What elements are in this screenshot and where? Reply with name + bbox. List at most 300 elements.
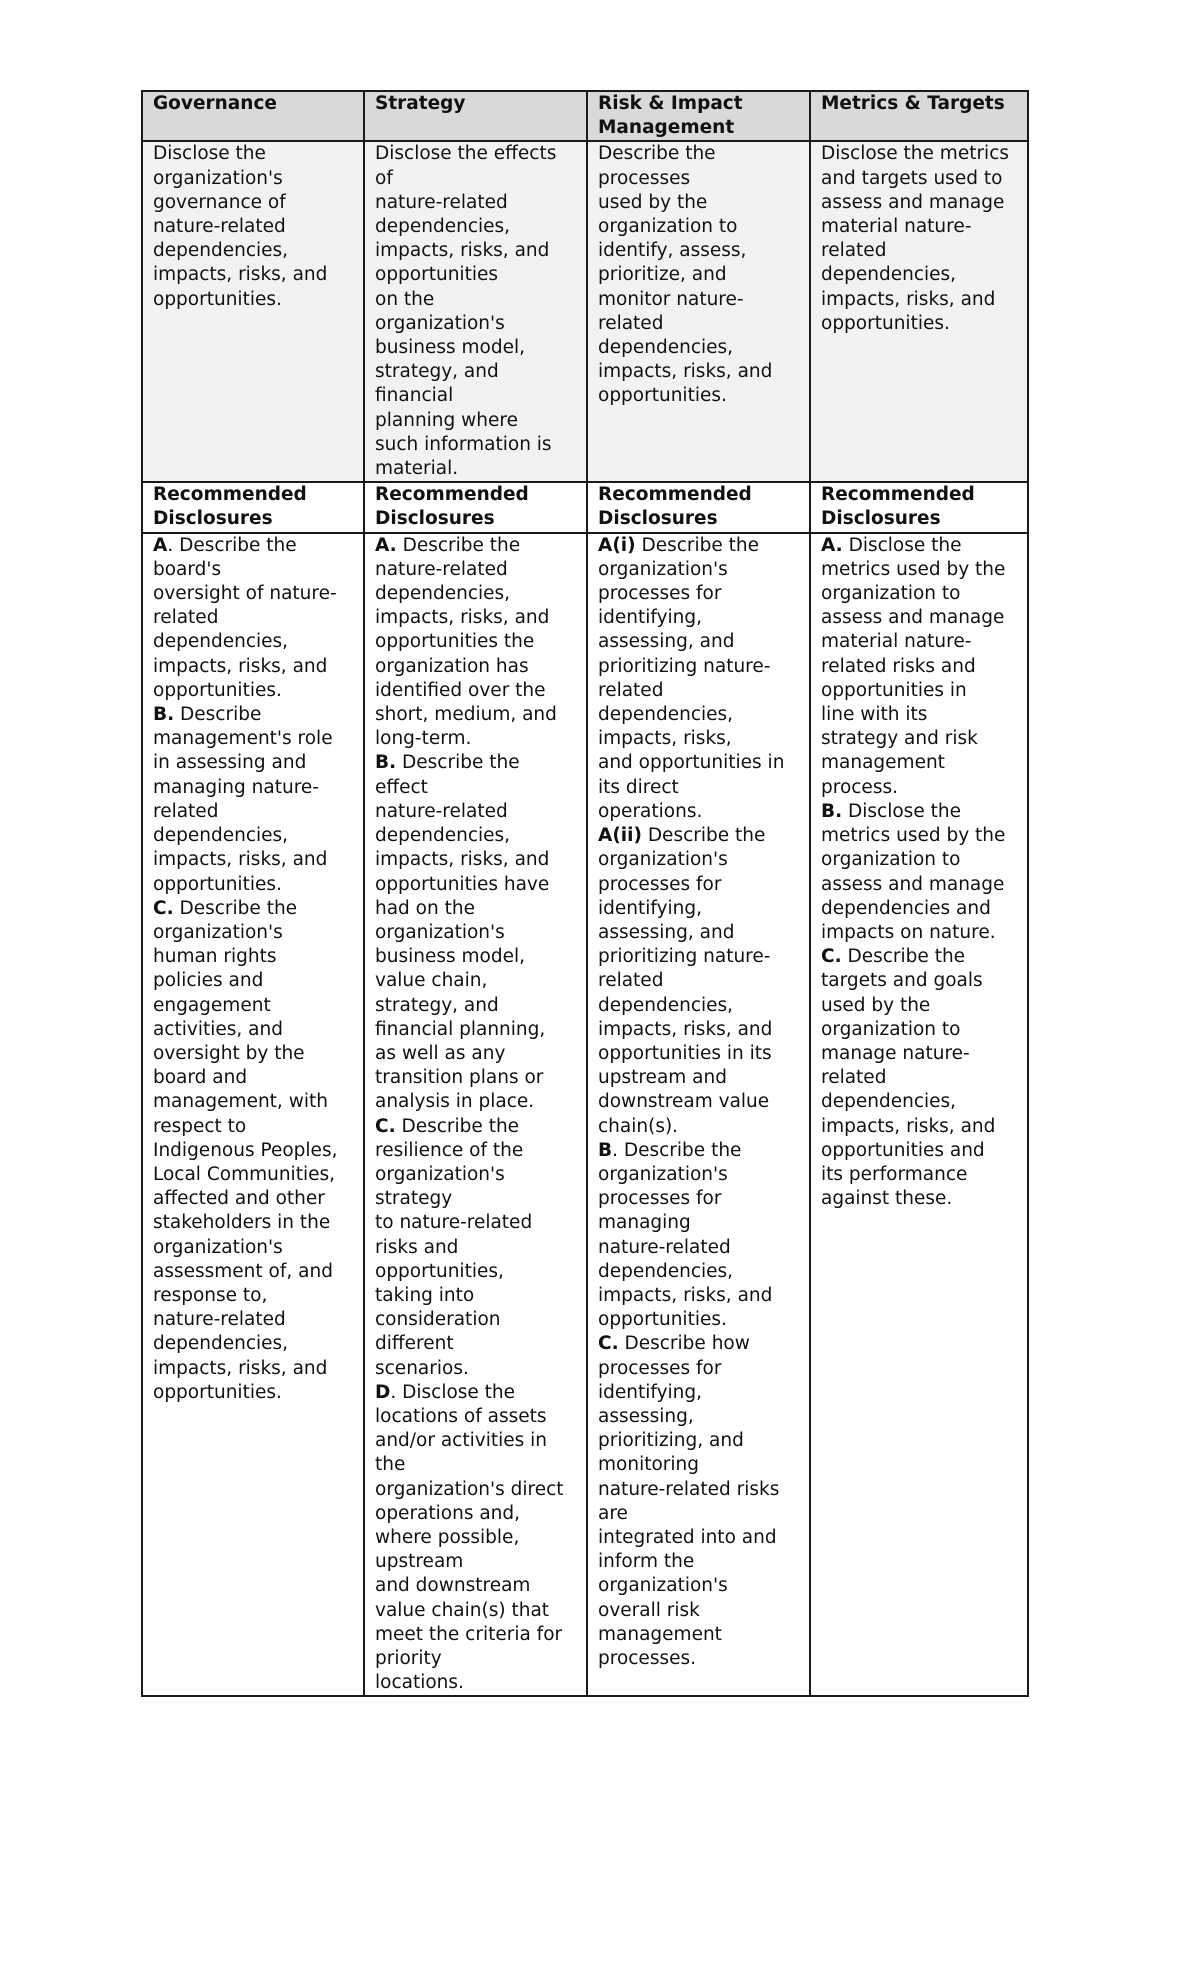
disclosure-text: related <box>598 679 664 701</box>
disclosure-text: board's <box>153 558 222 580</box>
text-line <box>821 873 1023 897</box>
text-line <box>375 606 582 630</box>
disclosure-text: Describe the <box>179 534 297 556</box>
text-line: processes <box>598 167 691 189</box>
text-line <box>375 1115 582 1139</box>
text-line <box>375 1018 582 1042</box>
text-line <box>598 1018 805 1042</box>
disclosure-text: Local Communities, <box>153 1163 335 1185</box>
header-strategy: Strategy <box>364 91 587 141</box>
disclosure-text: upstream and <box>598 1067 727 1089</box>
disclosure-text: policies and <box>153 970 264 992</box>
text-line: material nature- <box>821 216 972 238</box>
disclosure-text: different <box>375 1333 454 1355</box>
disclosure-text: assessing, and <box>598 921 735 943</box>
disclosure-text: assess and manage <box>821 873 1005 895</box>
text-line: organization's <box>375 312 505 334</box>
text-line <box>598 897 805 921</box>
text-line <box>598 1260 805 1284</box>
disclosure-text: had on the <box>375 897 475 919</box>
disclosure-text: related risks and <box>821 655 976 677</box>
disclosure-text: inform the <box>598 1551 695 1573</box>
text-line <box>821 1090 1023 1114</box>
text-line <box>153 655 359 679</box>
disclosure-item <box>821 945 1023 1211</box>
recommended-disclosures-header-row <box>142 482 1028 532</box>
disclosure-text: effect <box>375 776 428 798</box>
text-line: nature-related <box>375 191 508 213</box>
text-line <box>153 776 359 800</box>
text-line <box>375 630 582 654</box>
disclosure-text: human rights <box>153 946 277 968</box>
disclosure-text: Describe how <box>624 1333 750 1355</box>
disclosure-text: processes. <box>598 1648 696 1669</box>
text-line: opportunities. <box>821 312 950 334</box>
disclosure-text: processes for <box>598 1357 722 1379</box>
text-line <box>821 1139 1023 1163</box>
text-line <box>375 969 582 993</box>
disclosure-label: B. <box>375 752 397 774</box>
text-line <box>821 945 1023 969</box>
text-line <box>375 655 582 679</box>
text-line <box>821 1163 1023 1187</box>
text-line <box>153 1236 359 1260</box>
disclosure-label: A(ii) <box>598 825 642 847</box>
disclosure-text: integrated into and <box>598 1526 777 1548</box>
text-line <box>153 1211 359 1235</box>
text-line <box>375 1429 582 1453</box>
disclosure-item <box>821 534 1023 800</box>
text-line <box>375 1308 582 1332</box>
rec-header-metrics-targets <box>810 482 1028 532</box>
text-line <box>375 1066 582 1090</box>
text-line: assess and manage <box>821 191 1005 213</box>
disclosure-text: assessment of, and <box>153 1260 333 1282</box>
disclosure-text: organization's <box>598 849 728 871</box>
text-line: Recommended <box>821 484 975 506</box>
text-line <box>153 921 359 945</box>
text-line <box>598 1284 805 1308</box>
text-line <box>375 873 582 897</box>
text-line <box>153 1187 359 1211</box>
header-line: Management <box>598 117 735 139</box>
rec-header-strategy <box>364 482 587 532</box>
text-line <box>598 969 805 993</box>
text-line <box>375 921 582 945</box>
disclosure-text: value chain, <box>375 970 488 992</box>
text-line <box>821 703 1023 727</box>
text-line <box>598 1211 805 1235</box>
disclosure-text: strategy <box>375 1188 453 1210</box>
disclosure-text: response to, <box>153 1284 268 1306</box>
disclosure-text: strategy and risk <box>821 728 978 750</box>
text-line: organization's <box>153 167 283 189</box>
text-line <box>598 1332 805 1356</box>
rec-header-governance <box>142 482 364 532</box>
disclosures-risk-impact-management <box>587 533 810 1697</box>
disclosure-text: board and <box>153 1067 248 1089</box>
disclosure-text: to nature-related <box>375 1212 533 1234</box>
disclosure-text: related <box>821 1067 887 1089</box>
disclosures-strategy <box>364 533 587 1697</box>
text-line <box>821 655 1023 679</box>
text-line <box>375 703 582 727</box>
text-line <box>821 534 1023 558</box>
text-line <box>598 1308 805 1332</box>
recommended-disclosures-row <box>142 533 1028 1697</box>
text-line <box>153 727 359 751</box>
text-line <box>821 921 1023 945</box>
text-line: material. <box>375 458 459 480</box>
text-line <box>153 1018 359 1042</box>
disclosure-label: C. <box>821 946 842 968</box>
disclosure-text: processes for <box>598 583 722 605</box>
disclosure-text: as well as any <box>375 1042 506 1064</box>
disclosure-text: process. <box>821 776 898 798</box>
description-governance <box>142 141 364 482</box>
text-line <box>375 751 582 775</box>
text-line <box>598 1647 805 1671</box>
text-line <box>375 1405 582 1429</box>
text-line <box>153 969 359 993</box>
header-line: Risk & Impact <box>598 93 743 114</box>
text-line <box>153 824 359 848</box>
text-line: financial <box>375 385 454 407</box>
text-line <box>153 582 359 606</box>
text-line <box>821 824 1023 848</box>
text-line <box>821 558 1023 582</box>
disclosure-label: B <box>598 1139 613 1161</box>
text-line <box>598 1090 805 1114</box>
pillar-header-row <box>142 91 1028 141</box>
disclosure-text: impacts, risks, and <box>375 607 550 629</box>
text-line <box>375 848 582 872</box>
text-line: impacts, risks, and <box>375 240 550 262</box>
text-line: organization to <box>598 216 738 238</box>
disclosure-item <box>598 1139 805 1333</box>
text-line <box>598 848 805 872</box>
text-line <box>375 1357 582 1381</box>
text-line <box>153 800 359 824</box>
disclosure-text: engagement <box>153 994 271 1016</box>
disclosure-text: affected and other <box>153 1188 325 1210</box>
text-line <box>375 1260 582 1284</box>
text-line <box>375 1381 582 1405</box>
disclosure-text: related <box>153 800 219 822</box>
text-line <box>598 679 805 703</box>
disclosure-item <box>375 534 582 752</box>
disclosure-label: A. <box>821 534 843 556</box>
text-line <box>821 1187 1023 1211</box>
text-line <box>598 582 805 606</box>
disclosure-text: metrics used by the <box>821 558 1006 580</box>
disclosure-text: organization to <box>821 583 961 605</box>
disclosure-text: locations. <box>375 1672 464 1694</box>
text-line <box>375 994 582 1018</box>
text-line <box>153 534 359 558</box>
text-line <box>598 1115 805 1139</box>
disclosure-text: long-term. <box>375 728 472 750</box>
disclosure-text: management's role <box>153 728 333 750</box>
disclosure-text: prioritizing nature- <box>598 655 771 677</box>
disclosure-text: organization's direct <box>375 1478 564 1500</box>
disclosure-text: dependencies, <box>821 1091 957 1113</box>
text-line: strategy, and <box>375 361 499 383</box>
disclosure-text: Disclose the <box>848 534 962 556</box>
disclosure-text: assessing, and <box>598 631 735 653</box>
text-line <box>821 994 1023 1018</box>
disclosure-text: identifying, <box>598 607 703 629</box>
text-line <box>598 1502 805 1526</box>
text-line <box>375 1163 582 1187</box>
text-line <box>375 1574 582 1598</box>
disclosure-text: taking into <box>375 1284 475 1306</box>
disclosure-text: oversight by the <box>153 1042 305 1064</box>
disclosure-text: dependencies, <box>598 704 734 726</box>
disclosure-text: targets and goals <box>821 970 983 992</box>
text-line <box>821 897 1023 921</box>
disclosure-label: B. <box>153 704 175 726</box>
text-line <box>598 921 805 945</box>
text-line: dependencies, <box>598 337 734 359</box>
text-line: Recommended <box>598 484 752 506</box>
disclosure-text: impacts on nature. <box>821 921 996 943</box>
disclosure-text: analysis in place. <box>375 1091 535 1113</box>
text-line <box>598 800 805 824</box>
description-metrics-targets <box>810 141 1028 482</box>
disclosure-label: A <box>153 534 168 556</box>
text-line <box>821 1018 1023 1042</box>
text-line <box>598 1429 805 1453</box>
disclosure-text: prioritizing nature- <box>598 946 771 968</box>
description-risk-impact-management <box>587 141 810 482</box>
text-line: on the <box>375 288 435 310</box>
disclosure-text: operations and, <box>375 1502 521 1524</box>
disclosure-label: A(i) <box>598 534 636 556</box>
disclosure-text: assessing, <box>598 1405 694 1427</box>
disclosure-text: where possible, <box>375 1526 520 1548</box>
disclosure-text: dependencies, <box>598 1260 734 1282</box>
text-line: Recommended <box>375 484 529 506</box>
disclosure-text: short, medium, and <box>375 704 557 726</box>
text-line <box>375 1042 582 1066</box>
text-line <box>153 1066 359 1090</box>
disclosure-item <box>153 534 359 703</box>
text-line: identify, assess, <box>598 240 747 262</box>
text-line <box>153 1139 359 1163</box>
disclosure-item <box>821 800 1023 945</box>
text-line <box>598 1478 805 1502</box>
disclosure-text: management <box>598 1623 722 1645</box>
text-line <box>821 776 1023 800</box>
disclosure-text: assess and manage <box>821 607 1005 629</box>
text-line <box>598 1187 805 1211</box>
text-line <box>821 1115 1023 1139</box>
text-line: of <box>375 167 393 189</box>
text-line: used by the <box>598 191 708 213</box>
disclosure-text: and opportunities in <box>598 752 785 774</box>
disclosure-text: impacts, risks, and <box>153 1357 328 1379</box>
text-line <box>153 945 359 969</box>
disclosure-text: Describe the <box>401 1115 520 1137</box>
text-line <box>598 1623 805 1647</box>
disclosure-text: identifying, <box>598 1381 703 1403</box>
disclosure-text: consideration <box>375 1309 501 1331</box>
disclosure-text: and downstream <box>375 1575 531 1597</box>
text-line <box>375 945 582 969</box>
disclosure-text: opportunities in <box>821 679 967 701</box>
text-line <box>153 897 359 921</box>
text-line: Disclose the metrics <box>821 143 1010 165</box>
text-line <box>821 751 1023 775</box>
disclosure-text: impacts, risks, and <box>598 1284 773 1306</box>
disclosure-item <box>598 534 805 824</box>
text-line: nature-related <box>153 216 286 238</box>
text-line <box>821 727 1023 751</box>
text-line <box>598 606 805 630</box>
disclosure-item <box>153 703 359 897</box>
text-line <box>153 1042 359 1066</box>
disclosure-text: impacts, risks, <box>598 728 732 750</box>
disclosure-text: strategy, and <box>375 994 499 1016</box>
disclosure-text: manage nature- <box>821 1042 970 1064</box>
disclosure-text: dependencies, <box>153 631 289 653</box>
text-line <box>598 1526 805 1550</box>
disclosure-text: dependencies, <box>598 994 734 1016</box>
text-line <box>598 655 805 679</box>
disclosure-text: organization's <box>153 921 283 943</box>
text-line <box>375 1284 582 1308</box>
disclosure-label: D <box>375 1381 391 1403</box>
disclosure-text: managing <box>598 1212 691 1234</box>
text-line <box>598 1405 805 1429</box>
description-strategy <box>364 141 587 482</box>
disclosure-text: Describe the <box>847 946 966 968</box>
disclosure-text: resilience of the <box>375 1139 524 1161</box>
disclosure-text: opportunities the <box>375 631 535 653</box>
text-line <box>153 1357 359 1381</box>
text-line: planning where <box>375 409 518 431</box>
text-line <box>153 1260 359 1284</box>
text-line <box>821 679 1023 703</box>
text-line <box>821 630 1023 654</box>
text-line <box>375 582 582 606</box>
disclosure-text: Describe the <box>647 825 766 847</box>
disclosure-text: organization's <box>375 1163 505 1185</box>
text-line <box>598 630 805 654</box>
disclosure-text: nature-related risks <box>598 1478 780 1500</box>
header-risk-impact-management <box>587 91 810 141</box>
text-line: prioritize, and <box>598 264 727 286</box>
text-line: Disclose the effects <box>375 143 557 165</box>
disclosure-text: impacts, risks, and <box>598 1018 773 1040</box>
disclosure-text: dependencies, <box>375 583 511 605</box>
text-line <box>598 824 805 848</box>
text-line <box>375 1090 582 1114</box>
label-suffix: . <box>390 1381 403 1403</box>
text-line <box>153 751 359 775</box>
disclosure-text: Describe the <box>641 534 760 556</box>
disclosure-text: chain(s). <box>598 1115 679 1137</box>
text-line <box>598 873 805 897</box>
disclosure-item <box>153 897 359 1405</box>
disclosure-text: organization's <box>375 921 505 943</box>
disclosure-text: monitoring <box>598 1454 699 1476</box>
disclosure-text: organization has <box>375 655 529 677</box>
disclosure-table <box>141 90 1029 1697</box>
text-line: related <box>598 312 664 334</box>
disclosure-text: line with its <box>821 704 928 726</box>
disclosure-label: A. <box>375 534 397 556</box>
disclosure-text: opportunities and <box>821 1139 985 1161</box>
disclosure-text: downstream value <box>598 1091 770 1113</box>
text-line <box>375 1599 582 1623</box>
text-line <box>375 1671 582 1695</box>
text-line <box>153 1381 359 1405</box>
disclosure-label: B. <box>821 800 843 822</box>
text-line <box>598 1042 805 1066</box>
disclosure-text: organization to <box>821 1018 961 1040</box>
text-line <box>375 1502 582 1526</box>
text-line <box>153 1332 359 1356</box>
disclosure-text: nature-related <box>375 800 508 822</box>
disclosure-text: material nature- <box>821 631 972 653</box>
text-line: opportunities. <box>153 288 282 310</box>
disclosure-text: Disclose the <box>402 1381 516 1403</box>
text-line <box>375 1211 582 1235</box>
disclosure-text: operations. <box>598 800 703 822</box>
disclosure-text: organization's <box>598 558 728 580</box>
text-line: and targets used to <box>821 167 1003 189</box>
disclosure-text: nature-related <box>153 1309 286 1331</box>
disclosure-text: meet the criteria for <box>375 1623 563 1645</box>
disclosure-text: Disclose the <box>848 800 961 822</box>
disclosure-text: processes for <box>598 1188 722 1210</box>
disclosure-text: its direct <box>598 776 679 798</box>
text-line <box>598 994 805 1018</box>
label-suffix: . <box>167 534 180 556</box>
disclosure-text: identifying, <box>598 897 703 919</box>
disclosure-text: impacts, risks, and <box>821 1115 996 1137</box>
text-line <box>375 824 582 848</box>
disclosure-text: and/or activities in <box>375 1430 547 1452</box>
text-line <box>375 897 582 921</box>
disclosure-item <box>598 1332 805 1671</box>
disclosure-text: used by the <box>821 994 931 1016</box>
rec-header-risk-impact-management <box>587 482 810 532</box>
disclosure-text: opportunities. <box>598 1309 727 1331</box>
text-line <box>598 1599 805 1623</box>
disclosure-text: its performance <box>821 1163 968 1185</box>
text-line <box>153 1308 359 1332</box>
disclosure-text: stakeholders in the <box>153 1212 331 1234</box>
text-line <box>375 1187 582 1211</box>
disclosure-item <box>598 824 805 1139</box>
disclosure-text: related <box>598 970 664 992</box>
text-line <box>153 630 359 654</box>
text-line <box>598 703 805 727</box>
disclosures-metrics-targets <box>810 533 1028 1697</box>
disclosure-label: C. <box>375 1115 396 1137</box>
text-line <box>821 969 1023 993</box>
disclosure-text: management <box>821 752 945 774</box>
text-line <box>375 800 582 824</box>
text-line <box>375 1647 582 1671</box>
disclosure-label: C. <box>153 897 174 919</box>
disclosure-text: Describe the <box>179 897 298 919</box>
text-line: impacts, risks, and <box>153 264 328 286</box>
text-line <box>375 1332 582 1356</box>
